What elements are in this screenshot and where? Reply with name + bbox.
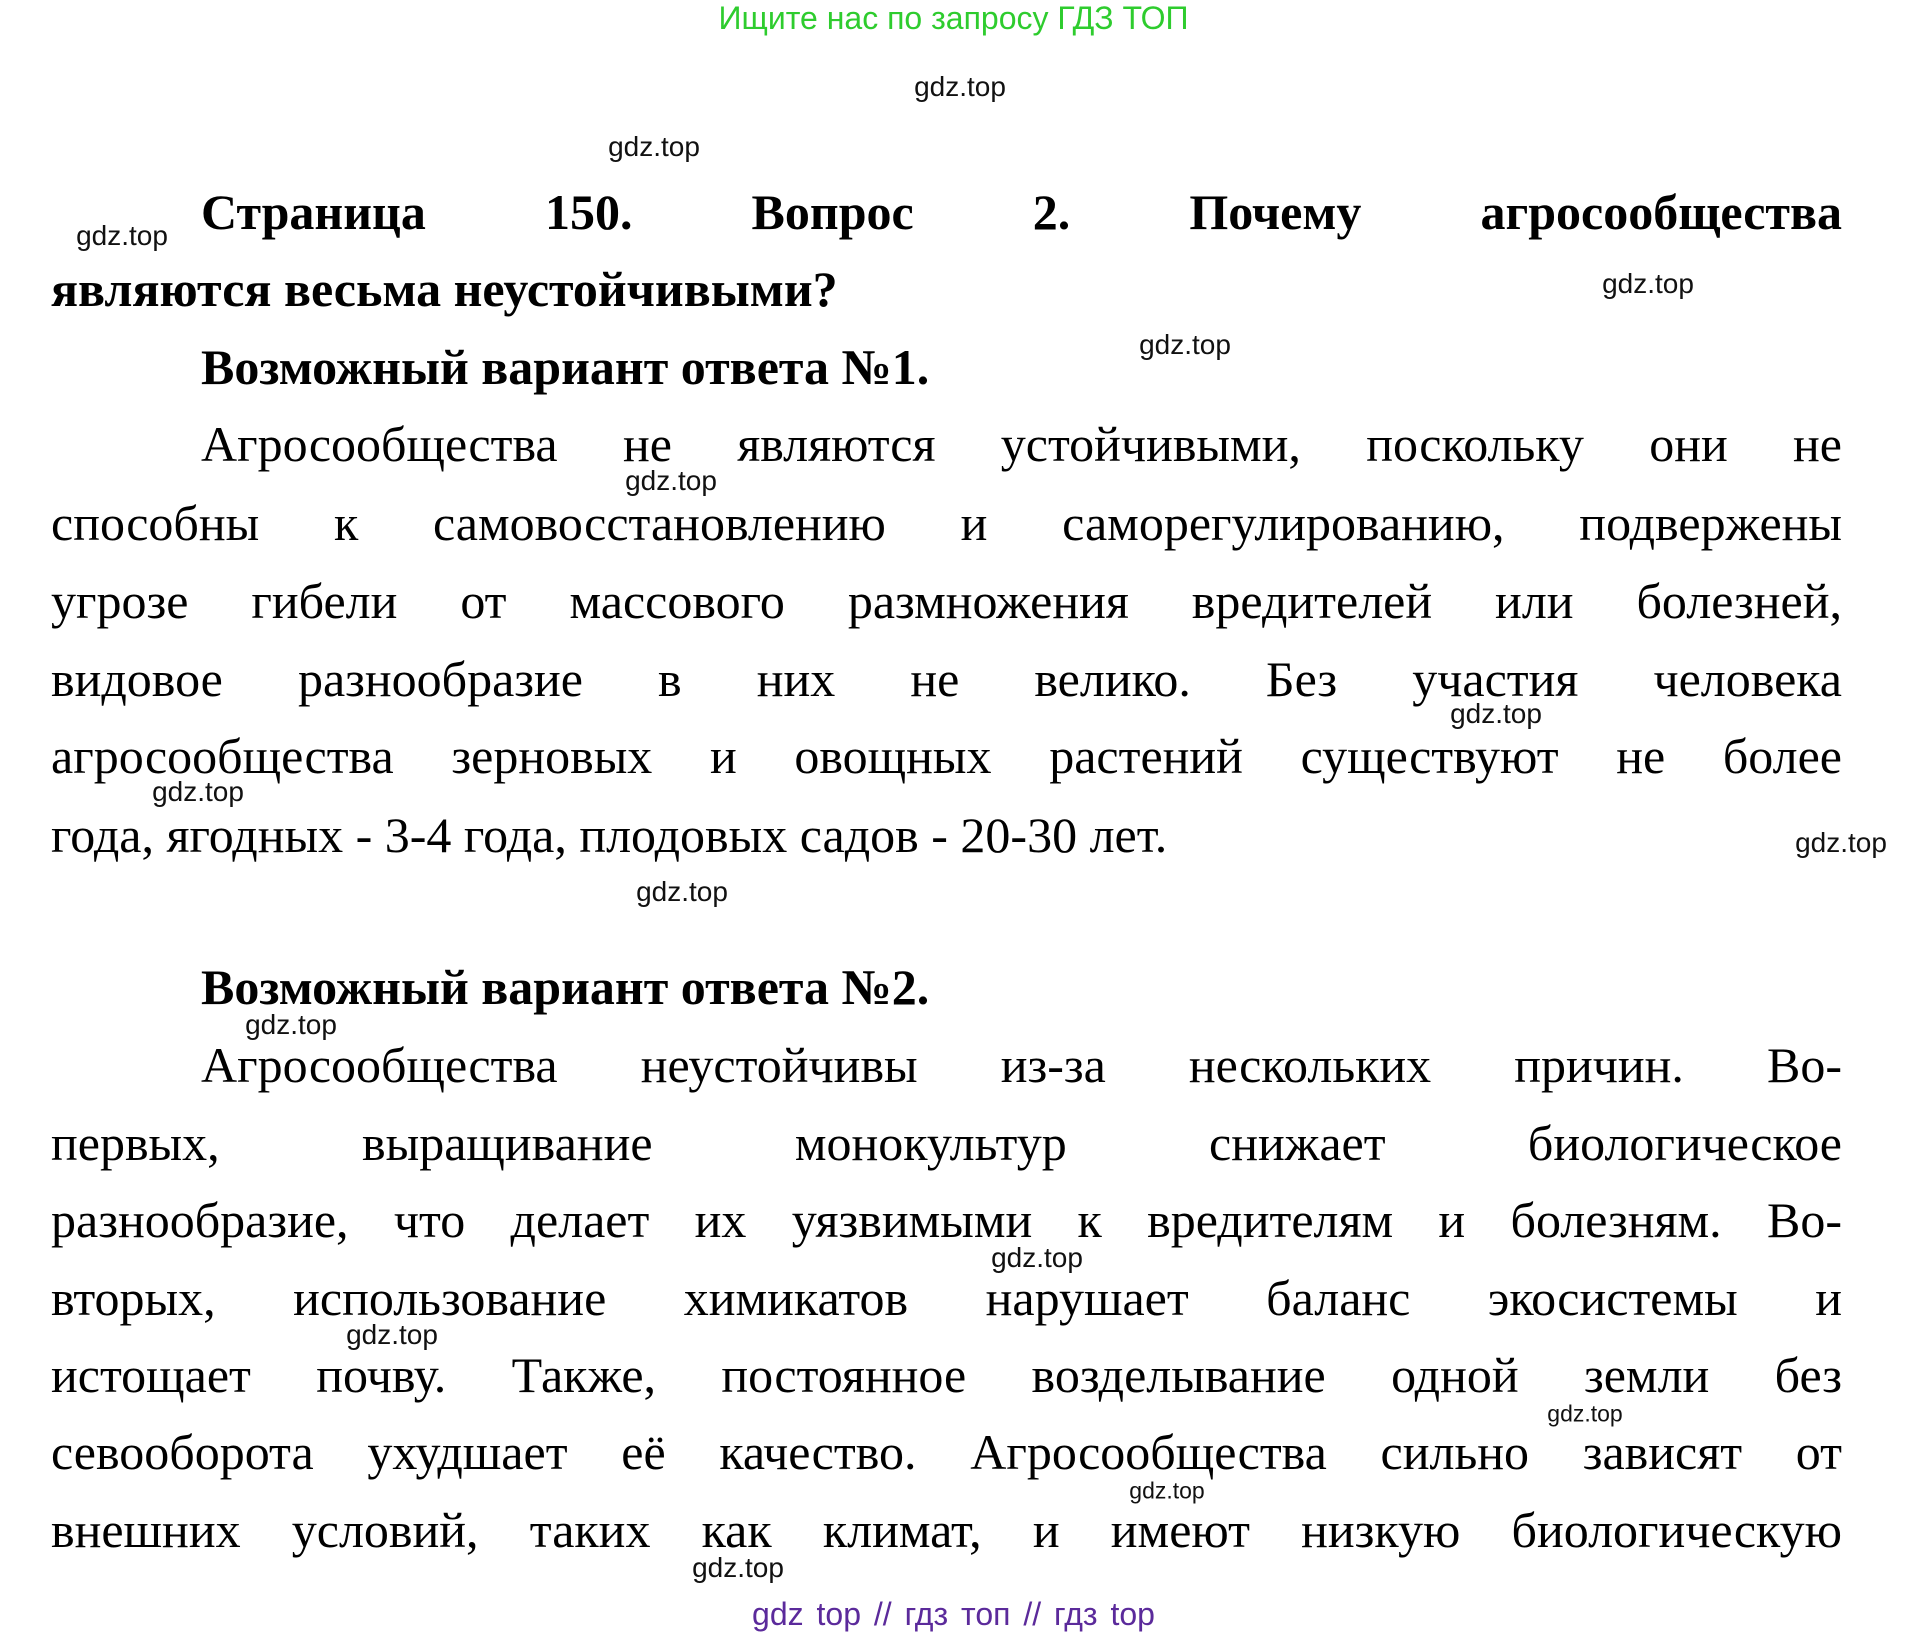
answer-2-line: истощает почву. Также, постоянное возделывание одной земли без — [51, 1347, 1842, 1403]
watermark: gdz.top — [1450, 698, 1542, 729]
watermark: gdz.top — [1547, 1400, 1623, 1427]
answer-1-line: видовое разнообразие в них не велико. Без участия человека — [51, 651, 1842, 707]
watermark: gdz.top — [991, 1242, 1083, 1273]
answer-1-line: угрозе гибели от массового размножения вредителей или болезней, — [51, 573, 1842, 629]
answer-2-line: разнообразие, что делает их уязвимыми к вредителям и болезням. Во- — [51, 1192, 1842, 1248]
answer-1-line: года, ягодных - 3-4 года, плодовых садов - 20-30 лет. — [51, 807, 1168, 863]
answer-2-line: внешних условий, таких как климат, и имеют низкую биологическую — [51, 1502, 1842, 1558]
watermark: gdz.top — [1139, 329, 1231, 360]
watermark: gdz.top — [346, 1319, 438, 1350]
answer-1-heading: Возможный вариант ответа №1. — [201, 339, 930, 395]
watermark: gdz.top — [245, 1009, 337, 1040]
answer-2-line: первых, выращивание монокультур снижает биологическое — [51, 1115, 1842, 1171]
watermark: gdz.top — [1602, 268, 1694, 299]
answer-1-line: агросообщества зерновых и овощных растений существуют не более — [51, 728, 1842, 784]
watermark: gdz.top — [692, 1552, 784, 1583]
answer-2-line: вторых, использование химикатов нарушает баланс экосистемы и — [51, 1270, 1842, 1326]
watermark: gdz.top — [636, 876, 728, 907]
watermark: gdz.top — [1129, 1477, 1205, 1504]
answer-1-line: Агросообщества не являются устойчивыми, поскольку они не — [201, 416, 1842, 472]
answer-2-line: Агросообщества неустойчивы из-за нескольких причин. Во- — [201, 1037, 1842, 1093]
answer-1-line: способны к самовосстановлению и саморегулированию, подвержены — [51, 495, 1842, 551]
answer-2-line: севооборота ухудшает её качество. Агросообщества сильно зависят от — [51, 1424, 1842, 1480]
watermark: gdz.top — [914, 71, 1006, 102]
question-title-line-2: являются весьма неустойчивыми? — [51, 261, 838, 317]
watermark: gdz.top — [608, 131, 700, 162]
watermark: gdz.top — [625, 465, 717, 496]
watermark: gdz.top — [152, 776, 244, 807]
question-title-line-1: Страница 150. Вопрос 2. Почему агросообщества — [201, 184, 1842, 240]
answer-2-heading: Возможный вариант ответа №2. — [201, 959, 930, 1015]
watermark: gdz.top — [76, 220, 168, 251]
watermark: gdz.top — [1795, 827, 1887, 858]
search-hint-banner: Ищите нас по запросу ГДЗ ТОП — [718, 0, 1189, 36]
footer-links: gdz top // гдз топ // гдз top — [752, 1596, 1155, 1632]
